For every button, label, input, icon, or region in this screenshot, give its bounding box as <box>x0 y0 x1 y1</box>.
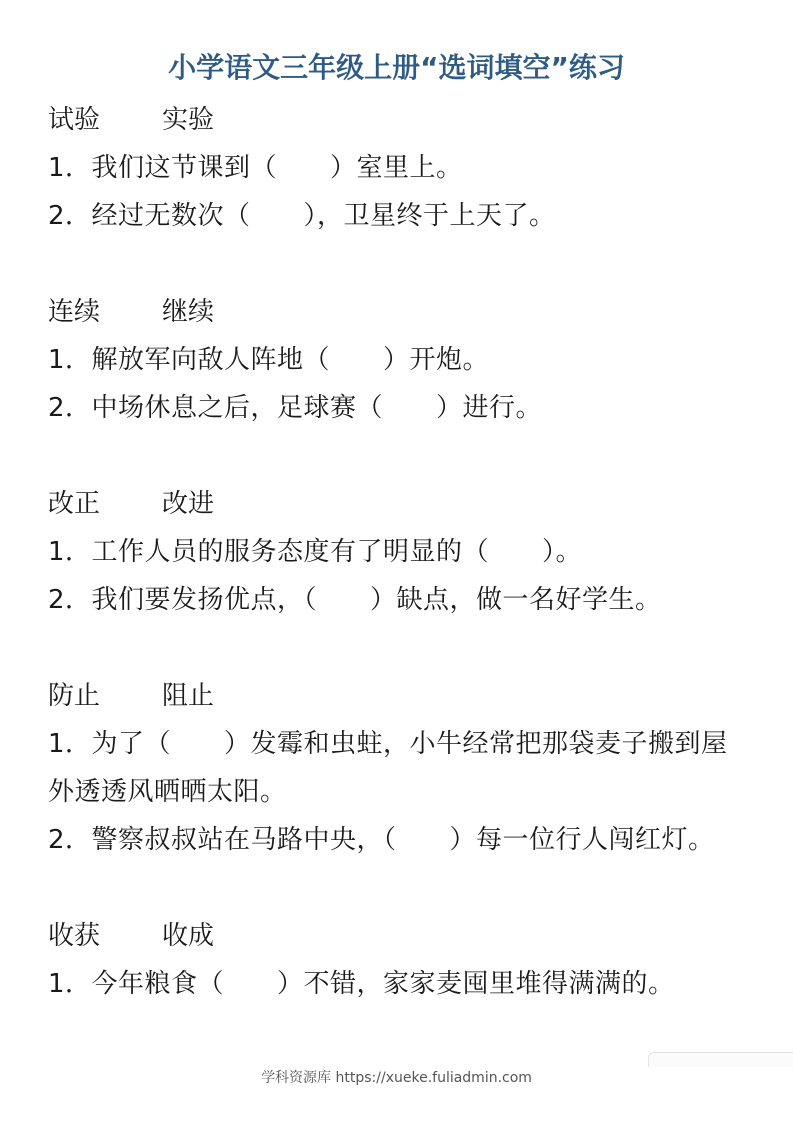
corner-tab <box>648 1052 793 1067</box>
word-option: 继续 <box>162 297 215 327</box>
sentence-item: 1．工作人员的服务态度有了明显的（ ）。 <box>48 537 583 567</box>
exercise-group-4 <box>48 672 748 864</box>
word-option: 阻止 <box>162 681 215 711</box>
exercise-group-5 <box>48 912 748 1008</box>
word-pair <box>48 672 748 720</box>
sentence-item: 1．今年粮食（ ）不错，家家麦囤里堆得满满的。 <box>48 969 675 999</box>
sentence-item: 2．我们要发扬优点，（ ）缺点，做一名好学生。 <box>48 585 662 615</box>
word-option: 连续 <box>48 297 101 327</box>
sentence-item: 1．为了（ ）发霉和虫蛀，小牛经常把那袋麦子搬到屋外透透风晒晒太阳。 <box>48 729 728 807</box>
exercise-group-3 <box>48 480 748 624</box>
word-option: 试验 <box>48 105 101 135</box>
word-pair <box>48 288 748 336</box>
sentence-item: 1．解放军向敌人阵地（ ）开炮。 <box>48 345 490 375</box>
exercise-group-1 <box>48 96 748 240</box>
word-option: 防止 <box>48 681 101 711</box>
sentence-item: 2．中场休息之后，足球赛（ ）进行。 <box>48 393 543 423</box>
sentence-item: 2．警察叔叔站在马路中央，（ ）每一位行人闯红灯。 <box>48 825 715 855</box>
sentence-item: 2．经过无数次（ ），卫星终于上天了。 <box>48 201 556 231</box>
word-option: 收成 <box>162 921 215 951</box>
word-option: 改进 <box>162 489 215 519</box>
exercise-group-2 <box>48 288 748 432</box>
word-option: 收获 <box>48 921 101 951</box>
exercise-list <box>48 96 748 1056</box>
word-option: 改正 <box>48 489 101 519</box>
word-option: 实验 <box>162 105 215 135</box>
sentence-item: 1．我们这节课到（ ）室里上。 <box>48 153 463 183</box>
page-title: 小学语文三年级上册“选词填空”练习 <box>168 51 625 84</box>
word-pair <box>48 480 748 528</box>
word-pair <box>48 912 748 960</box>
word-pair <box>48 96 748 144</box>
footer-source: 学科资源库 https://xueke.fuliadmin.com <box>261 1070 532 1086</box>
